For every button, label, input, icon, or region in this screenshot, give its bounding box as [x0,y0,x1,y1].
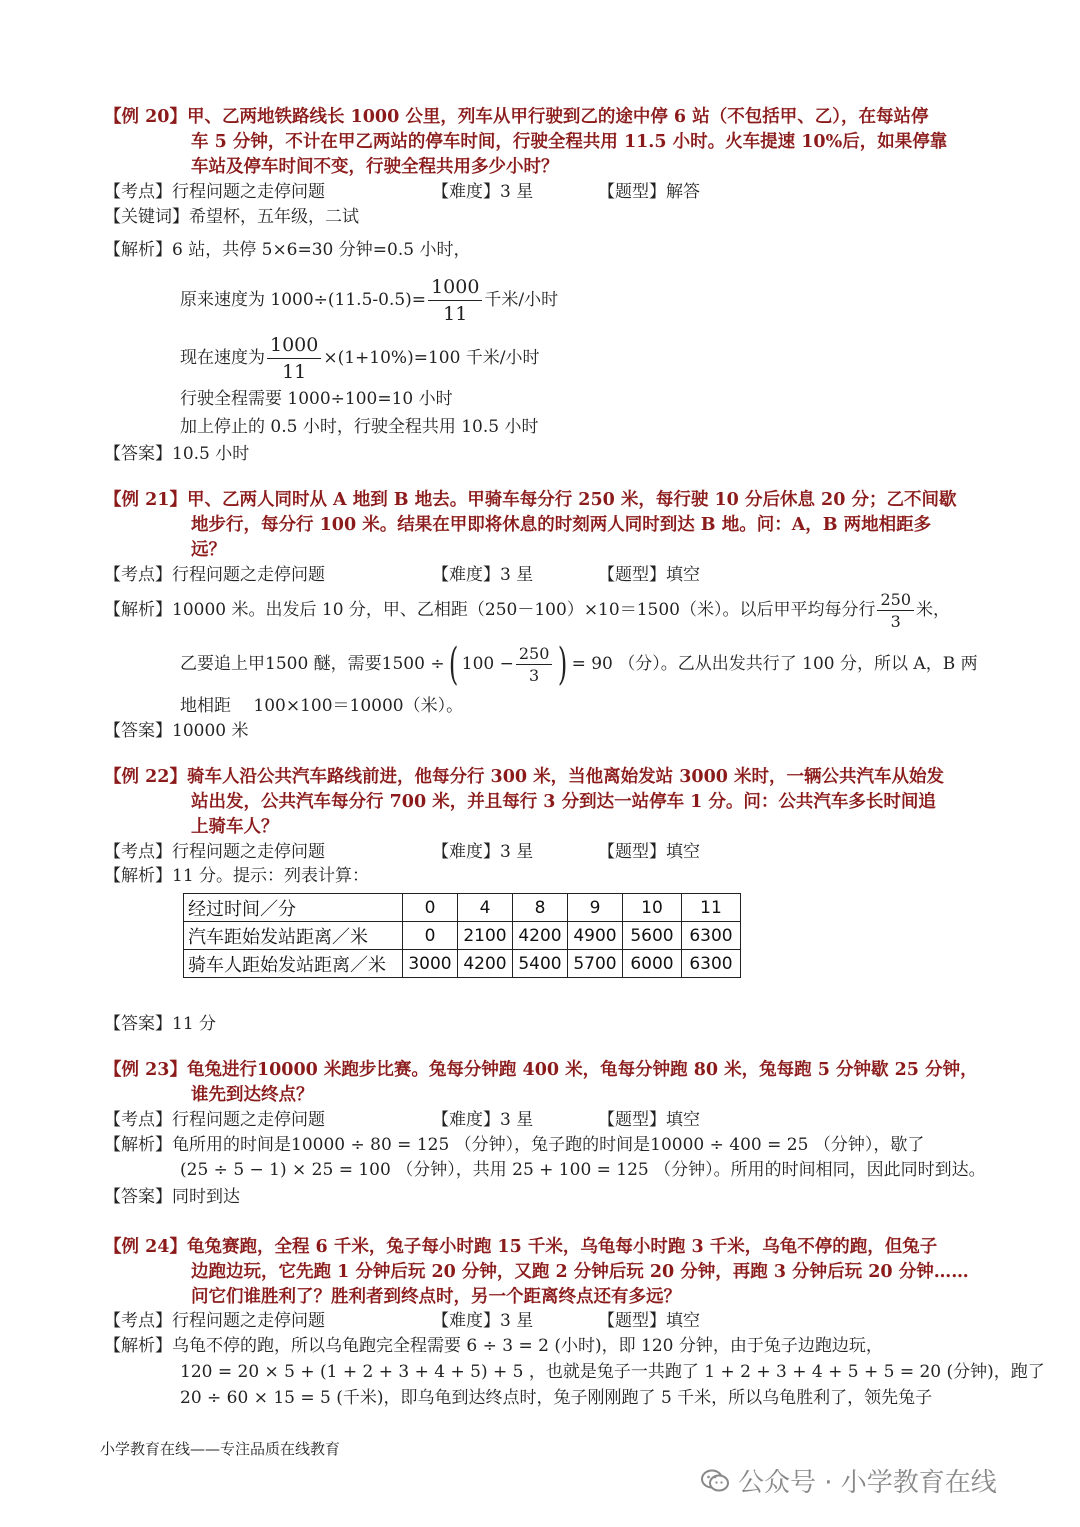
type-tag: 【题型】填空 [598,565,700,585]
solution-text: 100 − [461,654,514,674]
example-23-question-line-1 [104,1058,978,1082]
example-label: 【例 24】 [104,1237,187,1257]
type-tag: 【题型】填空 [598,1110,700,1130]
distance-table [183,893,741,978]
example-label: 【例 21】 [104,490,187,510]
fraction-numerator: 250 [516,643,553,665]
row-header: 汽车距始发站距离／米 [184,922,403,950]
example-label: 【例 23】 [104,1060,187,1080]
answer-line: 【答案】10.5 小时 [104,444,250,464]
example-20-question-line-2: 车 5 分钟，不计在甲乙两站的停车时间，行驶全程共用 11.5 小时。火车提速 10%后，如果停靠 [191,132,948,152]
question-text: 甲、乙两地铁路线长 1000 公里，列车从甲行驶到乙的途中停 6 站（不包括甲、乙），在每站停 [186,107,929,127]
table-cell: 6300 [682,950,741,978]
left-paren: ( [448,638,458,690]
table-cell: 4 [458,894,513,922]
table-cell: 5400 [513,950,568,978]
table-cell: 6300 [682,922,741,950]
topic-tag: 【考点】行程问题之走停问题 [104,565,325,585]
answer-line: 【答案】同时到达 [104,1187,240,1207]
table-cell: 6000 [623,950,682,978]
fraction-denominator: 3 [890,612,901,631]
solution-line-1 [104,585,950,635]
wechat-icon [700,1468,730,1494]
fraction [516,643,553,686]
type-tag: 【题型】填空 [598,842,700,862]
row-header: 经过时间／分 [184,894,403,922]
solution-line-3: 地相距 100×100＝10000（米）。 [180,696,464,716]
table-cell: 3000 [403,950,458,978]
example-20-question-line-3: 车站及停车时间不变，行驶全程共用多少小时？ [191,157,559,177]
table-row [184,894,741,922]
example-24-question-line-3: 问它们谁胜利了？胜利者到终点时，另一个距离终点还有多远？ [191,1287,681,1307]
fraction-numerator: 250 [877,589,914,611]
topic-tag: 【考点】行程问题之走停问题 [104,842,325,862]
example-24-question-line-1 [104,1235,937,1259]
solution-text: 原来速度为 1000÷(11.5-0.5)= [180,290,427,310]
solution-line-3: 20 ÷ 60 × 15 = 5 (千米)，即乌龟到达终点时，兔子刚刚跑了 5 千米，所以乌龟胜利了，领先兔子 [180,1388,933,1408]
table-cell: 0 [403,894,458,922]
solution-line-5: 加上停止的 0.5 小时，行驶全程共用 10.5 小时 [180,417,539,437]
example-label: 【例 20】 [104,107,187,127]
solution-text: = 90 （分）。乙从出发共行了 100 分，所以 A，B 两 [571,654,978,674]
example-21-question-line-3: 远？ [191,540,226,560]
example-22-question-line-2: 站出发，公共汽车每分行 700 米，并且每行 3 分到达一站停车 1 分。问：公共汽车多长时间追 [191,792,936,812]
type-tag: 【题型】解答 [598,182,700,202]
table-cell: 2100 [458,922,513,950]
solution-line-1: 【解析】乌龟不停的跑，所以乌龟跑完全程需要 6 ÷ 3 = 2 (小时)，即 120 分钟，由于兔子边跑边玩， [104,1336,883,1356]
example-22-question-line-3: 上骑车人？ [191,817,279,837]
difficulty-tag: 【难度】3 星 [432,565,534,585]
table-cell: 4900 [568,922,623,950]
table-cell: 10 [623,894,682,922]
solution-line-4: 行驶全程需要 1000÷100=10 小时 [180,389,453,409]
example-label: 【例 22】 [104,767,187,787]
fraction-denominator: 3 [529,666,540,685]
solution-line-1: 【解析】6 站，共停 5×6=30 分钟=0.5 小时， [104,240,471,260]
example-22-question-line-1 [104,765,944,789]
row-header: 骑车人距始发站距离／米 [184,950,403,978]
watermark-text: 公众号 · 小学教育在线 [738,1468,997,1498]
difficulty-tag: 【难度】3 星 [432,1110,534,1130]
solution-text: ×(1+10%)=100 千米/小时 [323,348,540,368]
solution-line-1: 【解析】11 分。提示：列表计算： [104,866,370,886]
solution-line-2: (25 ÷ 5 − 1) × 25 = 100 （分钟），共用 25 + 100 = 125 （分钟）。所用的时间相同，因此同时到达。 [180,1160,986,1180]
fraction-numerator: 1000 [428,274,482,301]
difficulty-tag: 【难度】3 星 [432,1311,534,1331]
example-21-question-line-1 [104,488,956,512]
solution-text: 千米/小时 [484,290,559,310]
table-cell: 11 [682,894,741,922]
question-text: 甲、乙两人同时从 A 地到 B 地去。甲骑车每分行 250 米，每行驶 10 分后休息 20 分；乙不间歇 [186,490,957,510]
difficulty-tag: 【难度】3 星 [432,182,534,202]
keywords-tag: 【关键词】希望杯，五年级，二试 [104,207,359,227]
fraction [877,589,914,632]
table-cell: 0 [403,922,458,950]
solution-line-2 [180,638,978,690]
table-cell: 5600 [623,922,682,950]
fraction-numerator: 1000 [267,332,321,359]
solution-line-2 [180,272,558,328]
solution-line-2: 120 = 20 × 5 + (1 + 2 + 3 + 4 + 5) + 5 ，也就是兔子一共跑了 1 + 2 + 3 + 4 + 5 + 5 = 20 (分钟)，跑了 [180,1362,1045,1382]
solution-text: 现在速度为 [180,348,265,368]
table-cell: 5700 [568,950,623,978]
topic-tag: 【考点】行程问题之走停问题 [104,1311,325,1331]
fraction-denominator: 11 [282,361,307,383]
fraction-denominator: 11 [443,303,468,325]
fraction [428,274,482,327]
topic-tag: 【考点】行程问题之走停问题 [104,1110,325,1130]
question-text: 龟兔赛跑，全程 6 千米，兔子每小时跑 15 千米，乌龟每小时跑 3 千米，乌龟不停的跑，但兔子 [186,1237,938,1257]
example-24-question-line-2: 边跑边玩，它先跑 1 分钟后玩 20 分钟，又跑 2 分钟后玩 20 分钟，再跑 3 分钟后玩 20 分钟…… [191,1262,969,1282]
question-text: 骑车人沿公共汽车路线前进，他每分行 300 米，当他离始发站 3000 米时，一辆公共汽车从始发 [186,767,945,787]
solution-line-1: 【解析】龟所用的时间是10000 ÷ 80 = 125 （分钟），兔子跑的时间是10000 ÷ 400 = 25 （分钟），歇了 [104,1135,925,1155]
answer-line: 【答案】11 分 [104,1014,217,1034]
page-footer: 小学教育在线——专注品质在线教育 [100,1440,341,1458]
solution-text: 【解析】10000 米。出发后 10 分，甲、乙相距（250－100）×10＝1500（米）。以后甲平均每分行 [104,600,876,620]
watermark [700,1462,997,1499]
topic-tag: 【考点】行程问题之走停问题 [104,182,325,202]
fraction [267,332,321,385]
table-cell: 9 [568,894,623,922]
difficulty-tag: 【难度】3 星 [432,842,534,862]
table-cell: 4200 [458,950,513,978]
solution-line-3 [180,330,540,386]
question-text: 龟兔进行10000 米跑步比赛。兔每分钟跑 400 米，龟每分钟跑 80 米，兔每跑 5 分钟歇 25 分钟， [186,1060,978,1080]
table-cell: 4200 [513,922,568,950]
type-tag: 【题型】填空 [598,1311,700,1331]
solution-text: 米， [916,600,951,620]
table-row [184,922,741,950]
solution-text: 乙要追上甲1500 醚，需要1500 ÷ [180,654,445,674]
example-21-question-line-2: 地步行，每分行 100 米。结果在甲即将休息的时刻两人同时到达 B 地。问：A，B 两地相距多 [191,515,932,535]
example-23-question-line-2: 谁先到达终点？ [191,1085,314,1105]
table-row [184,950,741,978]
table-cell: 8 [513,894,568,922]
example-20-question-line-1 [104,105,928,129]
answer-line: 【答案】10000 米 [104,721,249,741]
right-paren: ) [558,638,568,690]
